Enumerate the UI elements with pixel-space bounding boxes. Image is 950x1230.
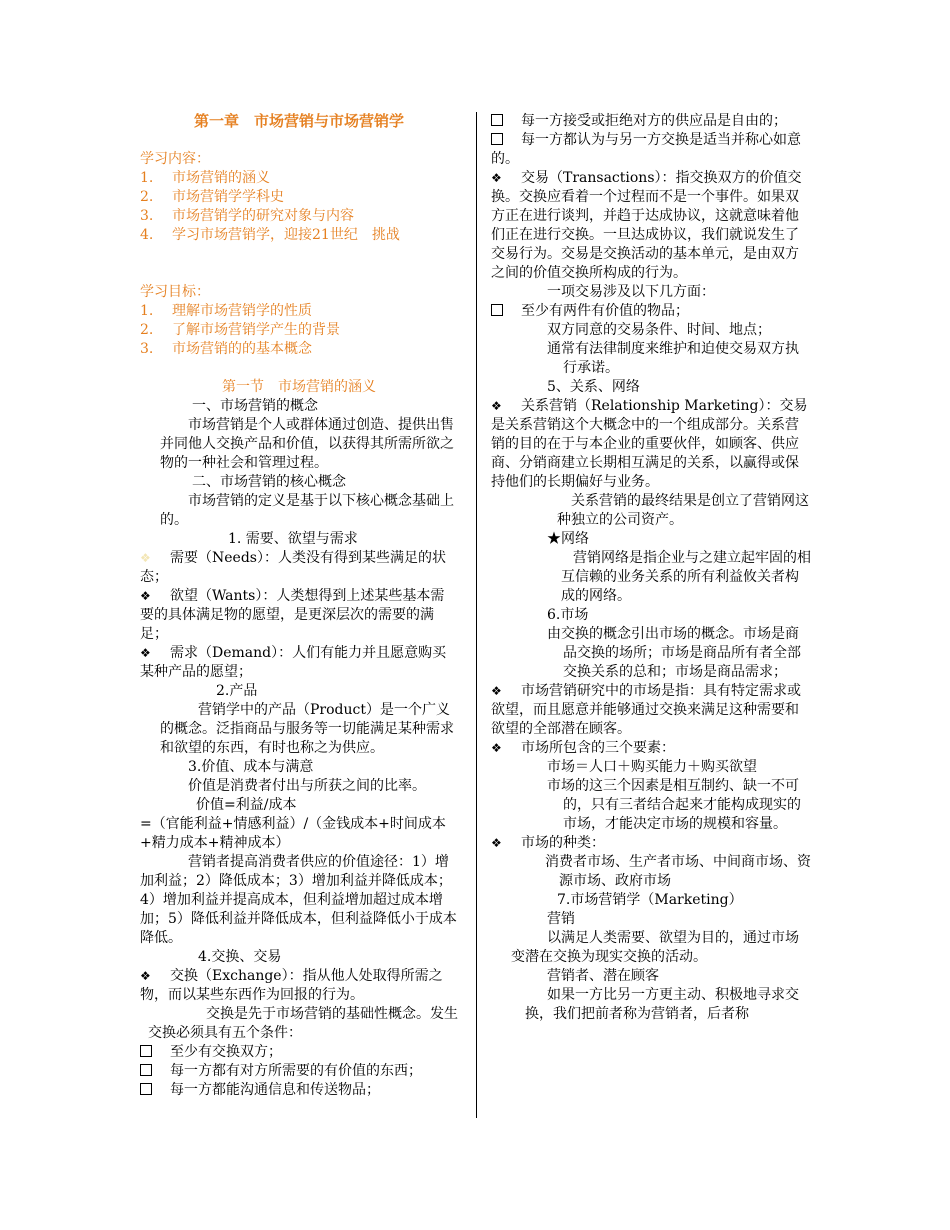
market-elements-item — [491, 739, 811, 758]
condition-text: 每一方接受或拒绝对方的供应品是自由的； — [521, 113, 787, 129]
diamond-bullet-icon: ❖ — [140, 551, 151, 565]
market-elements-desc: 市场的这三个因素是相互制约、缺一不可的，只有三者结合起来才能构成现实的市场，才能决定市场的规模和容量。 — [547, 778, 801, 832]
study-content-item — [140, 226, 458, 245]
aspect-text: 至少有两件有价值的物品； — [521, 303, 689, 319]
item-text: 了解市场营销学产生的背景 — [172, 322, 340, 338]
value-definition: 价值是消费者付出与所获之间的比率。 — [188, 778, 426, 794]
checkbox-bullet-icon — [491, 133, 503, 145]
section-title: 第一节 市场营销的涵义 — [222, 379, 376, 395]
spacer — [140, 359, 458, 378]
item-text: 市场营销学学科史 — [172, 189, 284, 205]
column-divider — [476, 112, 477, 1118]
market-definition: 由交换的概念引出市场的概念。市场是商品交换的场所；市场是商品所有者全部交换关系的总和；市场是商品需求； — [547, 626, 801, 680]
relationship-text: 关系营销（Relationship Marketing）：交易是关系营销这个大概念中的一个组成部分。关系营销的目的在于与本企业的重要伙伴，如顾客、供应商、分销商建立长期相互满足的关系，以赢得或保持他们的长期偏好与业务。 — [491, 398, 808, 490]
item-number: 4. — [140, 227, 154, 243]
item-number: 1. — [140, 303, 154, 319]
diamond-bullet-icon: ❖ — [140, 646, 151, 660]
condition-item — [140, 1043, 458, 1062]
condition-item — [140, 1062, 458, 1081]
study-content-label: 学习内容： — [140, 151, 210, 167]
exchange-item — [140, 967, 458, 1005]
condition-text: 每一方都认为与另一方交换是适当并称心如意的。 — [491, 132, 801, 167]
condition-text: 至少有交换双方； — [170, 1044, 282, 1060]
aspect-item: 双方同意的交易条件、时间、地点； — [547, 322, 771, 338]
item-number: 3. — [140, 208, 154, 224]
marketer-definition: 如果一方比另一方更主动、积极地寻求交换，我们把前者称为营销者，后者称 — [525, 987, 799, 1022]
condition-item — [140, 1081, 458, 1100]
market-types-list: 消费者市场、生产者市场、中间商市场、资源市场、政府市场 — [545, 854, 811, 889]
left-column — [140, 112, 458, 1100]
condition-text: 每一方都能沟通信息和传送物品； — [170, 1082, 380, 1098]
item-text: 市场营销的的基本概念 — [172, 341, 312, 357]
checkbox-bullet-icon — [140, 1045, 152, 1057]
study-content-item — [140, 207, 458, 226]
heading-concept: 一、市场营销的概念 — [192, 398, 318, 414]
demand-item — [140, 644, 458, 682]
demand-text: 需求（Demand）：人们有能力并且愿意购买某种产品的愿望； — [140, 645, 447, 680]
item-number: 1. — [140, 170, 154, 186]
item-text: 市场营销学的研究对象与内容 — [172, 208, 354, 224]
checkbox-bullet-icon — [491, 114, 503, 126]
wants-item — [140, 587, 458, 644]
diamond-bullet-icon: ❖ — [491, 399, 502, 413]
item-text: 市场营销的涵义 — [172, 170, 270, 186]
item-number: 2. — [140, 189, 154, 205]
transaction-aspects: 一项交易涉及以下几方面： — [547, 284, 715, 300]
checkbox-bullet-icon — [140, 1064, 152, 1076]
spacer — [140, 131, 458, 150]
needs-text: 需要（Needs）：人类没有得到某些满足的状态； — [140, 550, 446, 585]
marketer-label: 营销者、潜在顾客 — [547, 968, 659, 984]
exchange-basic: 交换是先于市场营销的基础性概念。发生交换必须具有五个条件： — [148, 1006, 458, 1041]
condition-item — [491, 131, 811, 169]
study-goal-label: 学习目标： — [140, 284, 210, 300]
diamond-bullet-icon: ❖ — [140, 589, 151, 603]
diamond-bullet-icon: ❖ — [491, 684, 502, 698]
paragraph-definition: 市场营销是个人或群体通过创造、提供出售并同他人交换产品和价值，以获得其所需所欲之物的一种社会和管理过程。 — [160, 417, 454, 471]
item-number: 2. — [140, 322, 154, 338]
aspect-item: 通常有法律制度来维护和迫使交易双方执行承诺。 — [547, 341, 799, 376]
value-formula: 价值=利益/成本 — [196, 797, 297, 813]
heading-marketing: 7.市场营销学（Marketing） — [557, 892, 743, 908]
wants-text: 欲望（Wants）：人类想得到上述某些基本需要的具体满足物的愿望，是更深层次的需要的满足； — [140, 588, 445, 642]
network-label: ★网络 — [547, 531, 589, 547]
study-goal-item — [140, 321, 458, 340]
study-goal-item — [140, 302, 458, 321]
diamond-bullet-icon: ❖ — [491, 741, 502, 755]
item-text: 理解市场营销学的性质 — [172, 303, 312, 319]
heading-relationship: 5、关系、网络 — [547, 379, 640, 395]
needs-item — [140, 549, 458, 587]
heading-product: 2.产品 — [216, 683, 258, 699]
diamond-bullet-icon: ❖ — [140, 969, 151, 983]
checkbox-bullet-icon — [140, 1083, 152, 1095]
market-research-text: 市场营销研究中的市场是指：具有特定需求或欲望，而且愿意并能够通过交换来满足这种需要和欲望的全部潜在顾客。 — [491, 683, 801, 737]
study-content-item — [140, 188, 458, 207]
value-formula-expanded: =（官能利益+情感利益）/（金钱成本+时间成本+精力成本+精神成本） — [140, 816, 446, 851]
value-ways: 营销者提高消费者供应的价值途径：1）增加利益；2）降低成本；3）增加利益并降低成本；4）增加利益并提高成本，但利益增加超过成本增加；5）降低利益并降低成本，但利益降低小于成本降低。 — [140, 854, 457, 946]
study-goal-item — [140, 340, 458, 359]
transactions-item — [491, 169, 811, 283]
checkbox-bullet-icon — [491, 304, 503, 316]
right-column — [491, 112, 811, 1024]
heading-needs-wants-demand: 1. 需要、欲望与需求 — [228, 531, 358, 547]
transactions-text: 交易（Transactions）：指交换双方的价值交换。交换应看着一个过程而不是一个事件。如果双方正在进行谈判，并趋于达成协议，这就意味着他们正在进行交换。一旦达成协议，我们就说发生了交易行为。交易是交换活动的基本单元，是由双方之间的价值交换所构成的行为。 — [491, 170, 802, 281]
marketing-definition: 以满足人类需要、欲望为目的，通过市场变潜在交换为现实交换的活动。 — [511, 930, 799, 965]
exchange-text: 交换（Exchange）：指从他人处取得所需之物，而以某些东西作为回报的行为。 — [140, 968, 443, 1003]
chapter-title: 第一章 市场营销与市场营销学 — [193, 112, 404, 130]
heading-market: 6.市场 — [547, 607, 589, 623]
relationship-item — [491, 397, 811, 492]
heading-exchange: 4.交换、交易 — [198, 949, 282, 965]
spacer — [140, 245, 458, 283]
market-types-text: 市场的种类： — [521, 835, 605, 851]
relationship-result: 关系营销的最终结果是创立了营销网这种独立的公司资产。 — [557, 493, 809, 528]
market-elements-text: 市场所包含的三个要素： — [521, 740, 675, 756]
item-text: 学习市场营销学，迎接21世纪 挑战 — [172, 227, 400, 243]
network-text: 营销网络是指企业与之建立起牢固的相互信赖的业务关系的所有利益攸关者构成的网络。 — [561, 550, 811, 604]
diamond-bullet-icon: ❖ — [491, 171, 502, 185]
market-research-item — [491, 682, 811, 739]
condition-text: 每一方都有对方所需要的有价值的东西； — [170, 1063, 422, 1079]
aspect-item — [491, 302, 811, 321]
heading-core-concepts: 二、市场营销的核心概念 — [192, 474, 346, 490]
diamond-bullet-icon: ❖ — [491, 836, 502, 850]
market-formula: 市场＝人口＋购买能力＋购买欲望 — [547, 759, 757, 775]
marketing-label: 营销 — [547, 911, 575, 927]
condition-item — [491, 112, 811, 131]
item-number: 3. — [140, 341, 154, 357]
market-types-item — [491, 834, 811, 853]
study-content-item — [140, 169, 458, 188]
heading-value: 3.价值、成本与满意 — [188, 759, 314, 775]
paragraph-product: 营销学中的产品（Product）是一个广义的概念。泛指商品与服务等一切能满足某种需求和欲望的东西，有时也称之为供应。 — [160, 702, 454, 756]
paragraph-core-basis: 市场营销的定义是基于以下核心概念基础上的。 — [160, 493, 454, 528]
